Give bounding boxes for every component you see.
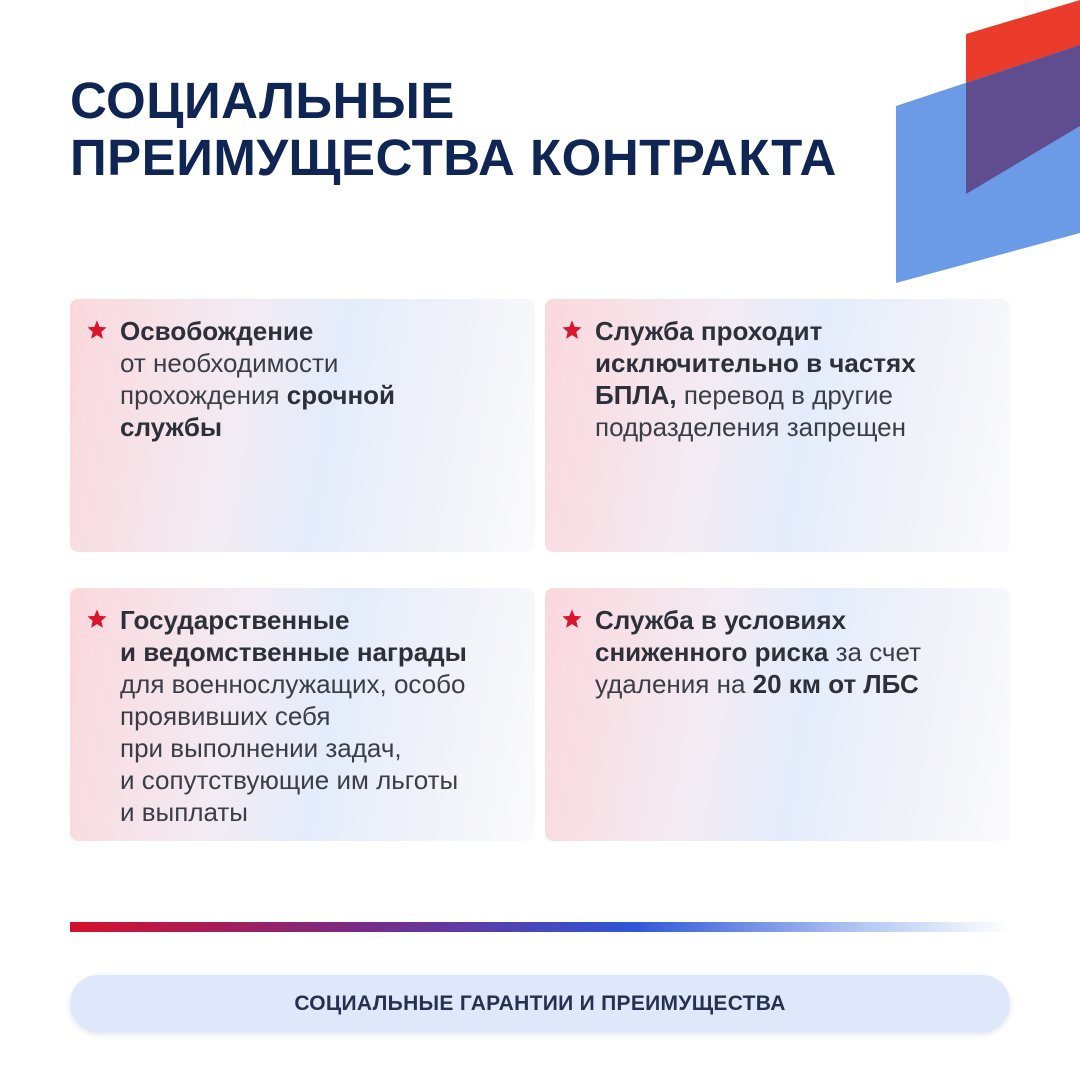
benefit-text-segment: проявивших себя xyxy=(120,701,331,731)
benefit-text-segment: для военнослужащих, особо xyxy=(120,669,466,699)
benefit-text-segment: БПЛА, xyxy=(595,380,677,410)
benefit-card-4 xyxy=(545,588,1010,841)
benefit-text-segment: и сопутствующие им льготы xyxy=(120,765,459,795)
footer-label: СОЦИАЛЬНЫЕ ГАРАНТИИ И ПРЕИМУЩЕСТВА xyxy=(294,991,786,1015)
benefit-text-segment: Служба проходит xyxy=(595,316,823,346)
benefit-text-segment: за счет xyxy=(828,637,921,667)
star-icon xyxy=(561,608,583,630)
star-icon xyxy=(561,319,583,341)
benefit-text-segment: сниженного риска xyxy=(595,637,829,667)
flag-red-stripe xyxy=(966,0,1080,150)
flag-blue-stripe xyxy=(896,45,1080,283)
benefit-card-1 xyxy=(70,299,535,552)
benefit-text-segment: от необходимости xyxy=(120,348,339,378)
gradient-divider xyxy=(70,922,1010,932)
benefit-text-segment: службы xyxy=(120,412,223,442)
page-title-line-2: ПРЕИМУЩЕСТВА КОНТРАКТА xyxy=(70,129,837,186)
benefit-text-segment: прохождения xyxy=(120,380,287,410)
star-icon xyxy=(86,608,108,630)
benefit-text-segment: удаления на xyxy=(595,669,753,699)
page-title-line-1: СОЦИАЛЬНЫЕ xyxy=(70,72,455,129)
footer-section-label xyxy=(70,975,1010,1032)
benefit-text-segment: перевод в другие xyxy=(676,380,893,410)
page-title xyxy=(70,72,837,186)
benefit-card-text xyxy=(120,315,395,443)
benefit-text-segment: при выполнении задач, xyxy=(120,733,402,763)
benefit-text-segment: Служба в условиях xyxy=(595,605,847,635)
benefit-text-segment: и ведомственные награды xyxy=(120,637,467,667)
benefit-card-text xyxy=(595,604,921,700)
benefit-card-text xyxy=(120,604,467,828)
benefit-text-segment: и выплаты xyxy=(120,797,248,827)
benefit-card-3 xyxy=(70,588,535,841)
flag-purple-overlap xyxy=(966,45,1080,194)
benefit-text-segment: срочной xyxy=(286,380,396,410)
benefit-text-segment: Освобождение xyxy=(120,316,314,346)
star-icon xyxy=(86,319,108,341)
benefit-text-segment: 20 км от ЛБС xyxy=(752,669,919,699)
benefit-text-segment: подразделения запрещен xyxy=(595,412,906,442)
benefit-text-segment: Государственные xyxy=(120,605,350,635)
benefit-card-2 xyxy=(545,299,1010,552)
benefit-text-segment: исключительно в частях xyxy=(595,348,916,378)
benefit-card-text xyxy=(595,315,916,443)
